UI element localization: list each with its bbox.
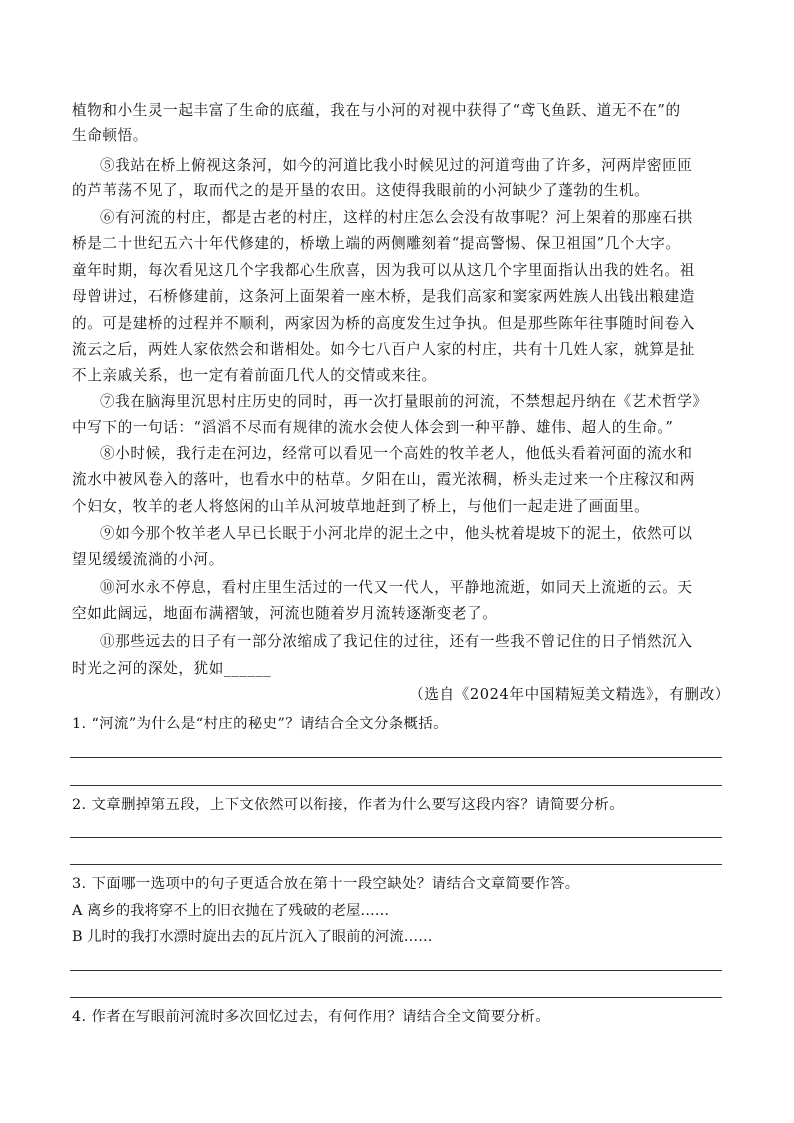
paragraph-9-line: ⑨如今那个牧羊老人早已长眠于小河北岸的泥土之中，他头枕着堤坡下的泥土，依然可以 xyxy=(100,525,693,542)
passage-line: 生命顿悟。 xyxy=(72,127,148,144)
paragraph-5-line: ⑤我站在桥上俯视这条河，如今的河道比我小时候见过的河道弯曲了许多，河两岸密匝匝 xyxy=(100,157,693,174)
passage-line: 时光之河的深处，犹如______ xyxy=(72,660,272,677)
answer-line[interactable] xyxy=(70,864,722,865)
passage-line: 的芦苇荡不见了，取而代之的是开垦的农田。这使得我眼前的小河缺少了蓬勃的生机。 xyxy=(72,182,650,199)
answer-line[interactable] xyxy=(70,837,722,838)
paragraph-8-line: ⑧小时候，我行走在河边，经常可以看见一个高姓的牧羊老人，他低头看着河面的流水和 xyxy=(100,445,693,462)
passage-line: 不上亲戚关系，也一定有着前面几代人的交情或来往。 xyxy=(72,367,437,384)
question-2-text: 2. 文章删掉第五段，上下文依然可以衔接，作者为什么要写这段内容？请简要分析。 xyxy=(72,797,624,813)
answer-line[interactable] xyxy=(70,997,722,998)
question-4-text: 4. 作者在写眼前河流时多次回忆过去，有何作用？请结合全文简要分析。 xyxy=(72,1009,551,1025)
answer-line[interactable] xyxy=(70,757,722,758)
passage-line: 中写下的一句话：“滔滔不尽而有规律的流水会使人体会到一种平静、雄伟、超人的生命。” xyxy=(72,419,674,436)
passage-line: 个妇女，牧羊的老人将悠闲的山羊从河坡草地赶到了桥上，与他们一起走进了画面里。 xyxy=(72,498,650,515)
question-1-text: 1. “河流”为什么是“村庄的秘史”？请结合全文分条概括。 xyxy=(72,716,448,732)
answer-line[interactable] xyxy=(70,970,722,971)
paragraph-11-line: ⑪那些远去的日子有一部分浓缩成了我记住的过往，还有一些我不曾记住的日子悄然沉入 xyxy=(100,633,693,650)
source-citation: （选自《2024年中国精短美文精选》，有删改） xyxy=(409,686,730,703)
passage-line: 植物和小生灵一起丰富了生命的底蕴，我在与小河的对视中获得了“鸢飞鱼跃、道无不在”的 xyxy=(72,102,681,119)
passage-line: 桥是二十世纪五六十年代修建的，桥墩上端的两侧雕刻着“提高警惕、保卫祖国”几个大字。 xyxy=(72,235,681,252)
passage-line: 流水中被风卷入的落叶，也看水中的枯草。夕阳在山，霞光浓稠，桥头走过来一个庄稼汉和两 xyxy=(72,471,695,488)
paragraph-7-line: ⑦我在脑海里沉思村庄历史的同时，再一次打量眼前的河流，不禁想起丹纳在《艺术哲学》 xyxy=(100,393,708,410)
paragraph-6-line: ⑥有河流的村庄，都是古老的村庄，这样的村庄怎么会没有故事呢？河上架着的那座石拱 xyxy=(100,209,693,226)
option-b: B 儿时的我打水漂时旋出去的瓦片沉入了眼前的河流…… xyxy=(72,929,433,945)
option-a: A 离乡的我将穿不上的旧衣抛在了残破的老屋…… xyxy=(72,903,390,919)
answer-line[interactable] xyxy=(70,785,722,786)
passage-line: 望见缓缓流淌的小河。 xyxy=(72,551,224,568)
passage-line: 母曾讲过，石桥修建前，这条河上面架着一座木桥，是我们高家和窦家两姓族人出钱出粮建造 xyxy=(72,288,695,305)
passage-line: 童年时期，每次看见这几个字我都心生欣喜，因为我可以从这几个字里面指认出我的姓名。祖 xyxy=(72,262,695,279)
paragraph-10-line: ⑩河水永不停息，看村庄里生活过的一代又一代人，平静地流逝，如同天上流逝的云。天 xyxy=(100,579,693,596)
question-3-text: 3. 下面哪一选项中的句子更适合放在第十一段空缺处？请结合文章简要作答。 xyxy=(72,876,580,892)
passage-line: 流云之后，两姓人家依然会和谐相处。如今七八百户人家的村庄，共有十几姓人家，就算是扯 xyxy=(72,341,695,358)
passage-line: 的。可是建桥的过程并不顺利，两家因为桥的高度发生过争执。但是那些陈年往事随时间卷入 xyxy=(72,315,695,332)
passage-line: 空如此阔远，地面布满褶皱，河流也随着岁月流转逐渐变老了。 xyxy=(72,605,498,622)
